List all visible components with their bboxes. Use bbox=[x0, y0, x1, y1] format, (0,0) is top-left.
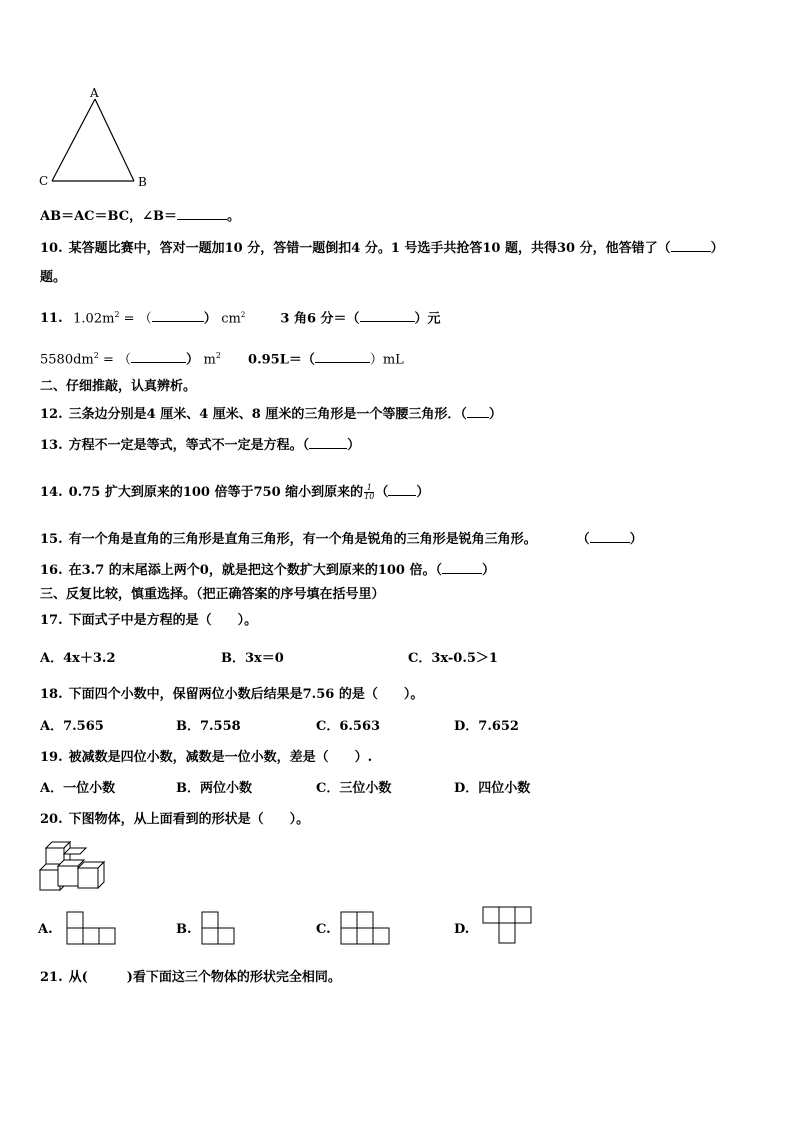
question-number: 15. bbox=[40, 532, 63, 547]
fraction: $\frac{1}{10}$ bbox=[364, 483, 375, 501]
question-text: 三条边分别是4 厘米、4 厘米、8 厘米的三角形是一个等腰三角形．（ bbox=[68, 407, 467, 422]
option-c[interactable]: C. bbox=[316, 922, 331, 937]
question-text: 下面式子中是方程的是（ ）。 bbox=[68, 613, 258, 628]
question-20 bbox=[40, 811, 309, 829]
triangle-side-ab bbox=[95, 99, 134, 181]
question-number: 19. bbox=[40, 750, 63, 765]
answer-blank[interactable] bbox=[467, 405, 489, 418]
question-text: 有一个角是直角的三角形是直角三角形，有一个角是锐角的三角形是锐角三角形。 bbox=[68, 532, 537, 547]
option-b[interactable]: B．两位小数 bbox=[176, 781, 252, 796]
question-text: 0.75 扩大到原来的100 倍等于750 缩小到原来的 bbox=[68, 485, 364, 500]
answer-blank[interactable] bbox=[315, 350, 370, 363]
section-heading-2: 二、仔细推敲，认真辨析。 bbox=[40, 379, 197, 394]
question-number: 21. bbox=[40, 970, 63, 985]
question-21 bbox=[40, 969, 341, 987]
answer-blank[interactable] bbox=[360, 309, 415, 322]
option-b[interactable]: B．3x＝0 bbox=[221, 651, 284, 666]
vertex-label-a: A bbox=[90, 86, 99, 100]
question-number: 10. bbox=[40, 241, 63, 256]
option-a-shape[interactable] bbox=[66, 911, 116, 947]
answer-blank[interactable] bbox=[177, 207, 227, 220]
question-12: 12. 三条边分别是4 厘米、4 厘米、8 厘米的三角形是一个等腰三角形．（ ） bbox=[40, 407, 502, 422]
option-c-shape[interactable] bbox=[340, 911, 390, 947]
option-a[interactable]: A．7.565 bbox=[40, 719, 104, 734]
answer-blank[interactable] bbox=[590, 530, 630, 543]
triangle-side-ca bbox=[52, 99, 95, 181]
option-d[interactable]: D．7.652 bbox=[454, 719, 519, 734]
question-16: 16. 在3.7 的末尾添上两个0，就是把这个数扩大到原来的100 倍。（ ） bbox=[40, 563, 495, 578]
option-a[interactable]: A．一位小数 bbox=[40, 781, 116, 796]
answer-blank[interactable] bbox=[131, 350, 186, 363]
section-heading-3: 三、反复比较，慎重选择。（把正确答案的序号填在括号里） bbox=[40, 587, 385, 602]
question-number: 14. bbox=[40, 485, 63, 500]
q9-text: AB＝AC＝BC，∠B＝ bbox=[40, 209, 177, 224]
question-text: 某答题比赛中，答对一题加10 分，答错一题倒扣4 分。1 号选手共抢答10 题，共得30 分，他答错了（ bbox=[68, 241, 671, 256]
option-a[interactable]: A．4x＋3.2 bbox=[40, 651, 116, 666]
question-number: 13. bbox=[40, 438, 63, 453]
question-number: 17. bbox=[40, 613, 63, 628]
option-b-shape[interactable] bbox=[201, 911, 237, 947]
answer-blank[interactable] bbox=[309, 436, 347, 449]
cube-stack-figure bbox=[38, 840, 110, 894]
answer-blank[interactable] bbox=[388, 483, 416, 496]
option-d-shape[interactable] bbox=[482, 906, 532, 946]
question-text: 从( )看下面这三个物体的形状完全相同。 bbox=[68, 970, 341, 985]
question-13: 13. 方程不一定是等式，等式不一定是方程。（ ） bbox=[40, 438, 361, 453]
option-a[interactable]: A. bbox=[38, 922, 53, 937]
question-10-cont: 题。 bbox=[40, 270, 67, 285]
option-c[interactable]: C．3x-0.5＞1 bbox=[408, 651, 498, 666]
answer-blank[interactable] bbox=[152, 309, 204, 322]
question-9: AB＝AC＝BC，∠B＝ 。 bbox=[40, 209, 240, 224]
question-10: 10. 某答题比赛中，答对一题加10 分，答错一题倒扣4 分。1 号选手共抢答10 题，共得30 分，他答错了（ ） bbox=[40, 241, 724, 256]
option-d[interactable]: D. bbox=[454, 922, 470, 937]
question-text: 在3.7 的末尾添上两个0，就是把这个数扩大到原来的100 倍。（ bbox=[68, 563, 442, 578]
option-b[interactable]: B. bbox=[176, 922, 192, 937]
option-b[interactable]: B．7.558 bbox=[176, 719, 241, 734]
question-17 bbox=[40, 612, 257, 630]
question-text: 下面四个小数中，保留两位小数后结果是7.56 的是（ ）。 bbox=[68, 687, 424, 702]
question-number: 18. bbox=[40, 687, 63, 702]
question-text: 方程不一定是等式，等式不一定是方程。（ bbox=[68, 438, 310, 453]
question-11-row-1: 11. $1.02m^2$ = （ ） $cm^2$ 3 角6 分＝（ ）元 bbox=[40, 310, 441, 327]
question-number: 11. bbox=[40, 311, 63, 327]
question-text: 下图物体，从上面看到的形状是（ ）。 bbox=[68, 812, 310, 827]
option-c[interactable]: C．三位小数 bbox=[316, 781, 392, 796]
question-number: 20. bbox=[40, 812, 63, 827]
question-11-row-2: $5580dm^2$ = （ ） $m^2$ 0.95L＝（ ）mL bbox=[40, 351, 404, 368]
answer-blank[interactable] bbox=[671, 239, 711, 252]
vertex-label-c: C bbox=[39, 174, 49, 188]
question-number: 12. bbox=[40, 407, 63, 422]
vertex-label-b: B bbox=[138, 175, 147, 189]
question-number: 16. bbox=[40, 563, 63, 578]
question-18 bbox=[40, 686, 423, 704]
option-c[interactable]: C．6.563 bbox=[316, 719, 381, 734]
question-text: 被减数是四位小数，减数是一位小数，差是（ ）. bbox=[68, 750, 373, 765]
answer-blank[interactable] bbox=[442, 561, 482, 574]
option-d[interactable]: D．四位小数 bbox=[454, 781, 531, 796]
question-19 bbox=[40, 749, 372, 767]
question-14: 14. 0.75 扩大到原来的100 倍等于750 缩小到原来的 $\frac{1}{10}$ （ ） bbox=[40, 483, 430, 501]
question-15: 15. 有一个角是直角的三角形是直角三角形，有一个角是锐角的三角形是锐角三角形。 （ ） bbox=[40, 532, 643, 547]
